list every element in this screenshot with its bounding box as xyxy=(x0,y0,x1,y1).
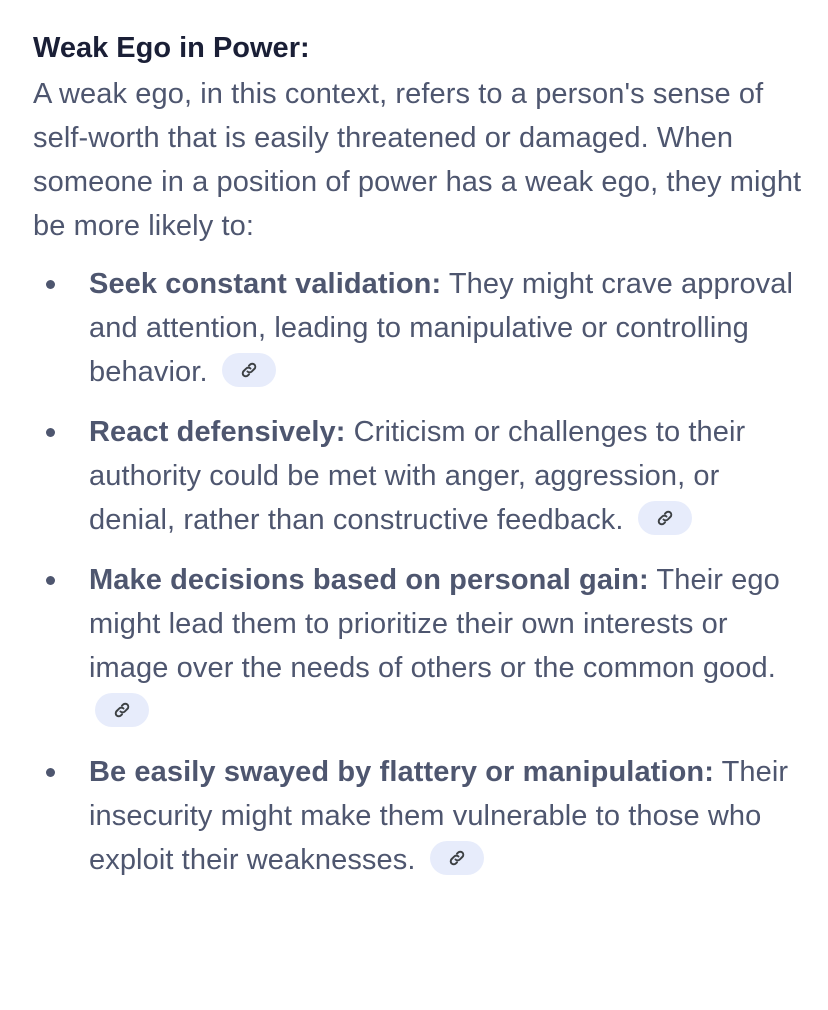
intro-paragraph: A weak ego, in this context, refers to a person's sense of self-worth that is easily threatened or damaged. When someone in a position of power has a weak ego, they might be more likely to: xyxy=(33,78,802,242)
bullet-title: Make decisions based on personal gain: xyxy=(89,564,649,596)
bullet-text: They might crave approval and attention, leading to manipulative or controlling behavior. xyxy=(89,268,794,388)
bullet-dot xyxy=(46,576,55,585)
bullet-text: Criticism or challenges to their authority could be met with anger, aggression, or denial, rather than constructive feedback. xyxy=(89,416,746,536)
bullet-title: React defensively: xyxy=(89,416,346,448)
bullet-text: Their ego might lead them to prioritize their own interests or image over the needs of others or the common good. xyxy=(89,564,780,684)
source-link-button[interactable] xyxy=(222,353,276,387)
link-icon xyxy=(240,361,258,379)
response-content xyxy=(33,28,803,898)
list-item xyxy=(33,262,803,394)
bullet-text: Their insecurity might make them vulnerable to those who exploit their weaknesses. xyxy=(89,756,789,876)
bullet-title: Seek constant validation: xyxy=(89,268,442,300)
link-icon xyxy=(448,849,466,867)
source-link-button[interactable] xyxy=(95,693,149,727)
source-link-button[interactable] xyxy=(430,841,484,875)
bullet-dot xyxy=(46,428,55,437)
source-link-button[interactable] xyxy=(638,501,692,535)
bullet-dot xyxy=(46,280,55,289)
link-icon xyxy=(113,701,131,719)
list-item xyxy=(33,750,803,882)
bullet-list xyxy=(33,262,803,882)
link-icon xyxy=(656,509,674,527)
section-heading: Weak Ego in Power: xyxy=(33,32,310,64)
list-item xyxy=(33,410,803,542)
list-item xyxy=(33,558,803,734)
bullet-title: Be easily swayed by flattery or manipulation: xyxy=(89,756,714,788)
bullet-dot xyxy=(46,768,55,777)
